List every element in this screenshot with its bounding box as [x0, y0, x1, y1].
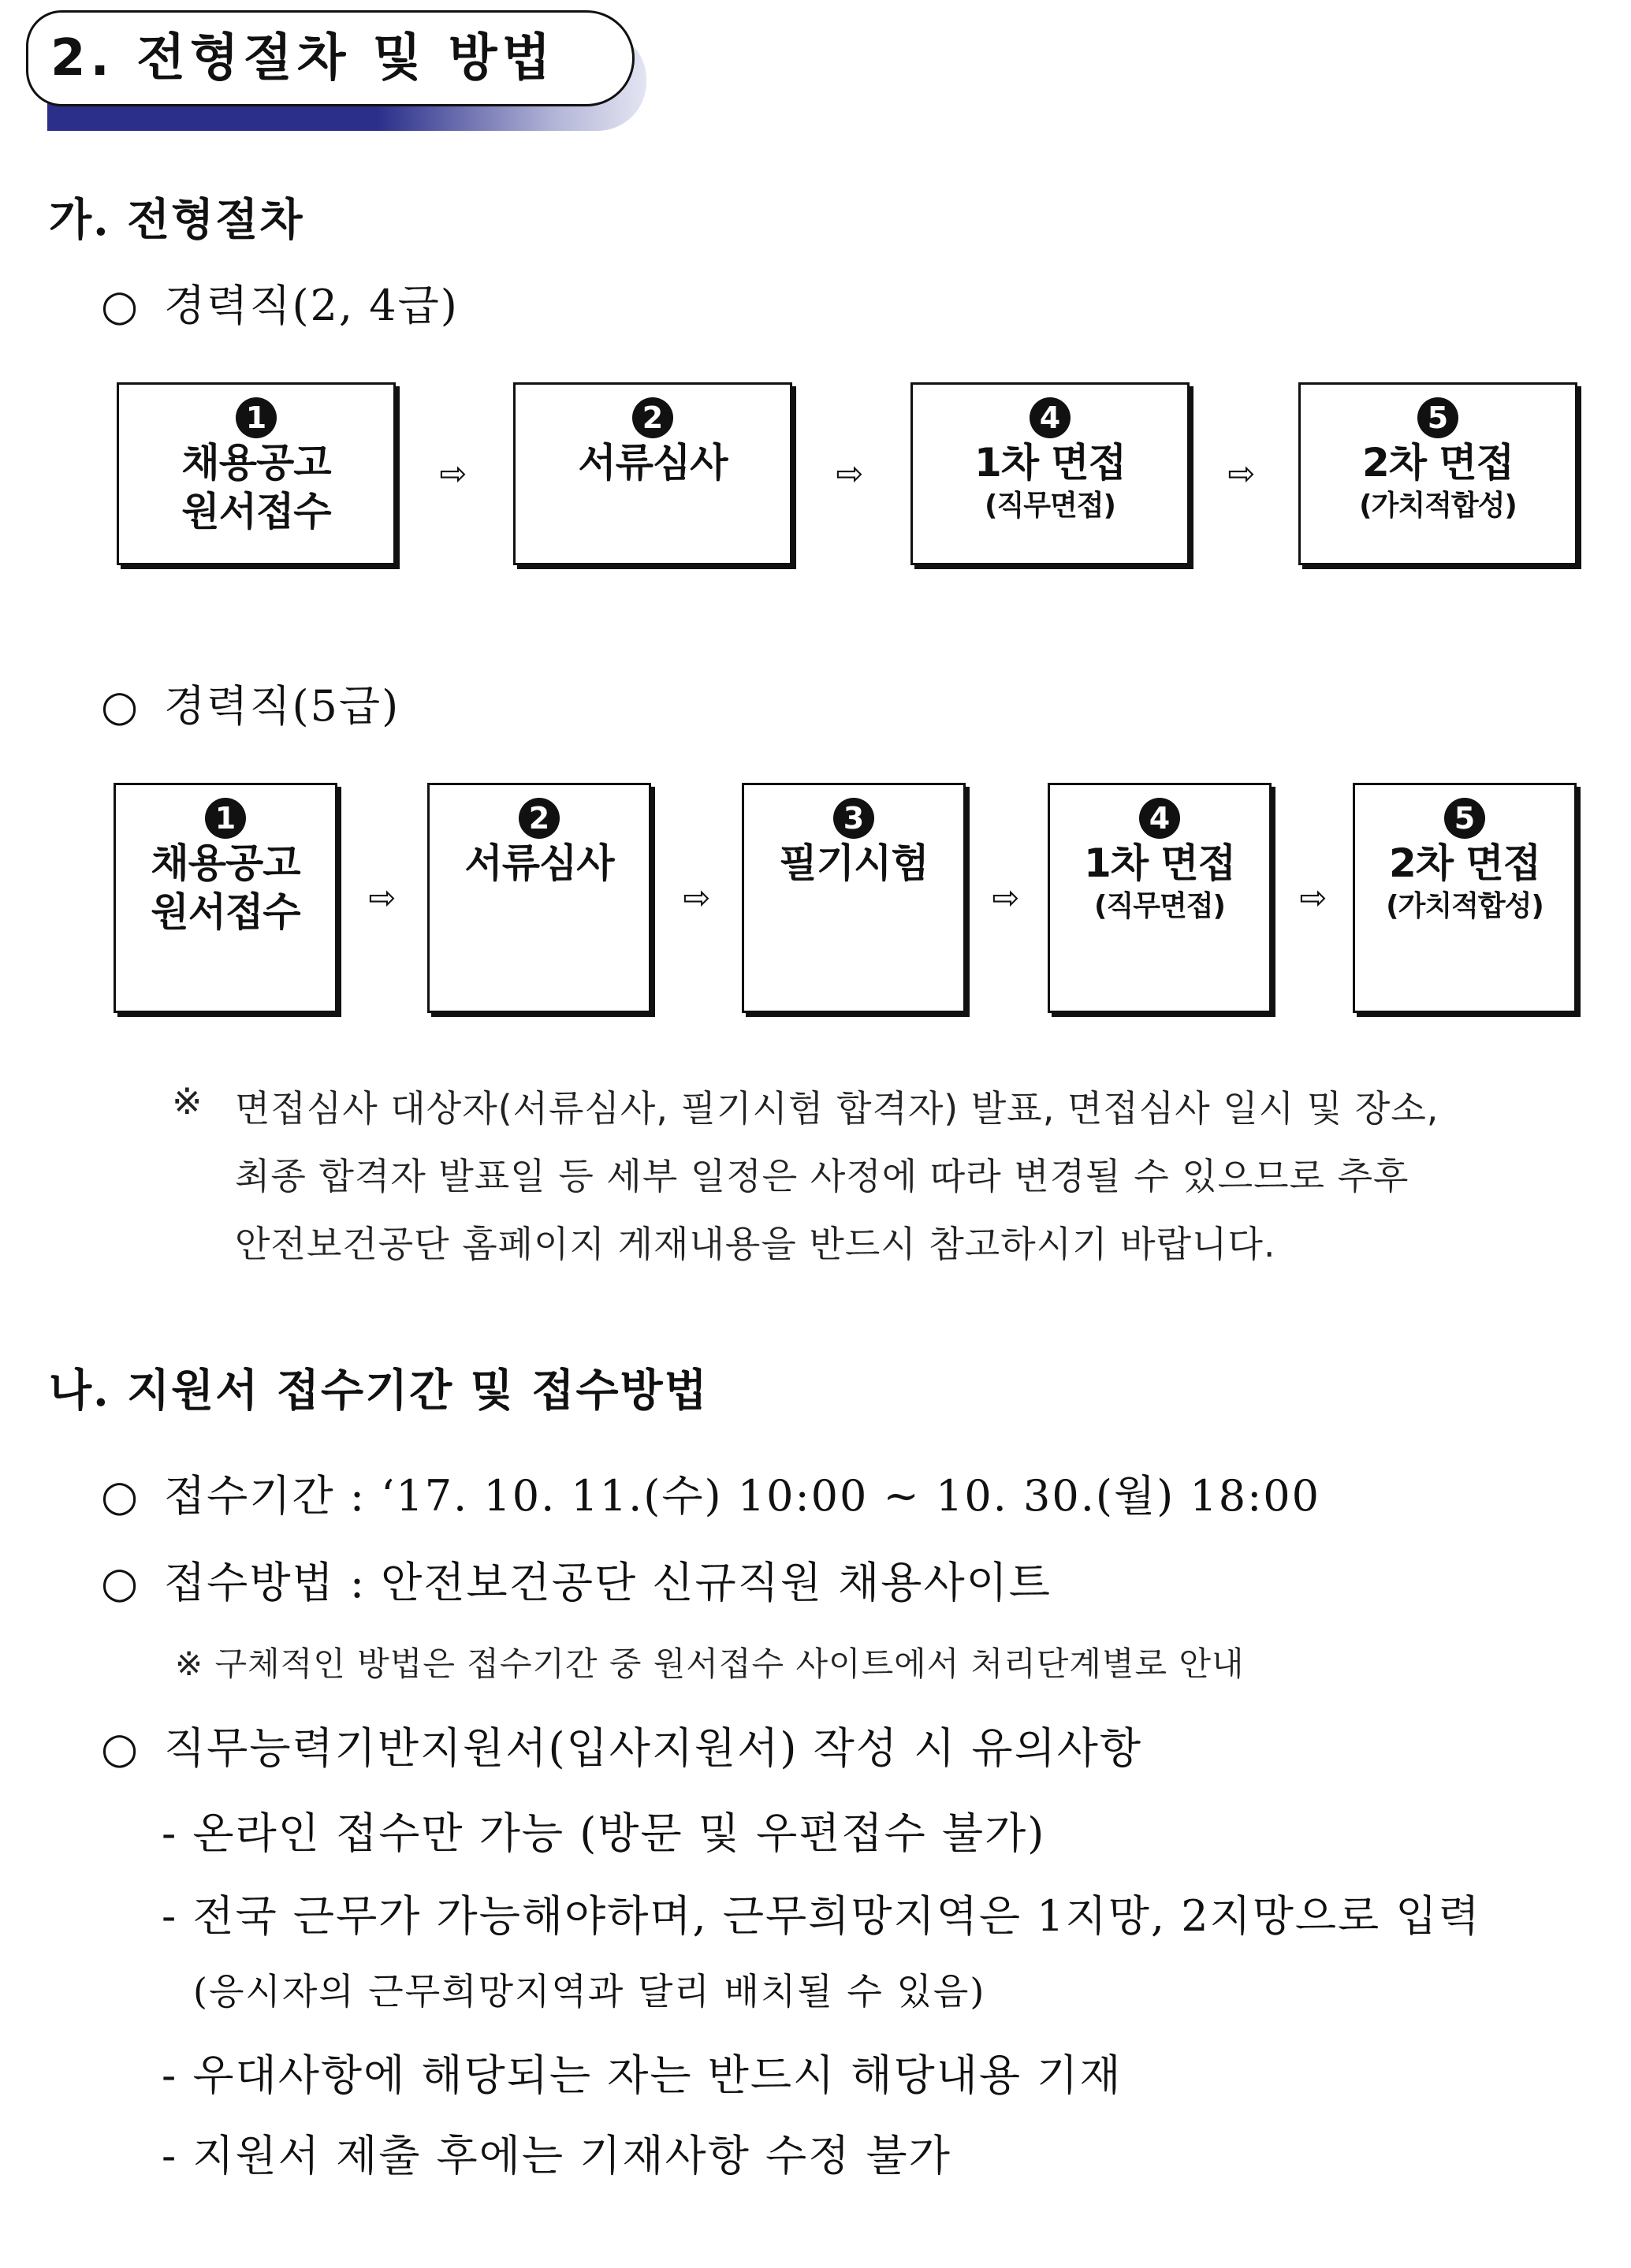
step-subtitle: 원서접수: [151, 889, 300, 935]
step-title: 서류심사: [464, 840, 614, 886]
step-title: 채용공고: [151, 840, 300, 886]
note-line-2: 최종 합격자 발표일 등 세부 일정은 사정에 따라 변경될 수 있으므로 추후: [235, 1155, 1409, 1197]
step-subtitle: (가치적합성): [1386, 890, 1543, 922]
flow2-label: [101, 672, 400, 733]
flow2-label-text: 경력직(5급): [164, 681, 400, 731]
flow-arrow-icon: ⇨: [439, 454, 467, 493]
bullet-mark: ○: [101, 1723, 140, 1773]
bullet-mark: ○: [101, 1471, 140, 1521]
flow-step-box: [1048, 783, 1272, 1013]
bullet-mark: ○: [101, 681, 140, 731]
step-subtitle: (직무면접): [984, 490, 1115, 522]
flow1-label-text: 경력직(2, 4급): [164, 281, 459, 330]
caution-item-2: - 전국 근무가 가능해야하며, 근무희망지역은 1지망, 2지망으로 입력: [162, 1891, 1481, 1941]
flow-step-box: [1298, 382, 1577, 565]
flow-arrow-icon: ⇨: [836, 454, 864, 493]
step-number-badge: 1: [236, 397, 277, 438]
flow-arrow-icon: ⇨: [1227, 454, 1256, 493]
step-number-badge: 2: [519, 798, 560, 839]
application-method: [101, 1549, 1052, 1610]
application-method-text: 접수방법 : 안전보건공단 신규직원 채용사이트: [164, 1558, 1052, 1607]
step-subtitle: 원서접수: [181, 489, 331, 534]
flow-step-box: [1353, 783, 1577, 1013]
part-a-title: 가. 전형절차: [49, 194, 304, 246]
step-title: 2차 면접: [1388, 840, 1541, 886]
step-title: 필기시험: [779, 840, 929, 886]
method-note: ※ 구체적인 방법은 접수기간 중 원서접수 사이트에서 처리단계별로 안내: [175, 1644, 1245, 1683]
step-title: 2차 면접: [1361, 440, 1514, 486]
flow-step-box: [427, 783, 651, 1013]
part-b-title: 나. 지원서 접수기간 및 접수방법: [49, 1365, 709, 1417]
flow-arrow-icon: ⇨: [1299, 878, 1328, 917]
bullet-mark: ○: [101, 281, 140, 330]
flow-step-box: [513, 382, 792, 565]
step-number-badge: 5: [1417, 397, 1458, 438]
note-line-3: 안전보건공단 홈페이지 게재내용을 반드시 참고하시기 바랍니다.: [235, 1223, 1276, 1265]
caution-item-4: - 지원서 제출 후에는 기재사항 수정 불가: [162, 2131, 951, 2180]
step-number-badge: 3: [833, 798, 874, 839]
flow-step-box: [117, 382, 396, 565]
step-title: 서류심사: [578, 440, 728, 486]
step-number-badge: 4: [1030, 397, 1071, 438]
caution-item-3: - 우대사항에 해당되는 자는 반드시 해당내용 기재: [162, 2050, 1123, 2100]
flow-arrow-icon: ⇨: [992, 878, 1020, 917]
step-subtitle: (가치적합성): [1359, 490, 1517, 522]
section-header-title: 2. 전형절차 및 방법: [50, 29, 556, 88]
step-number-badge: 2: [632, 397, 673, 438]
application-period-text: 접수기간 : ‘17. 10. 11.(수) 10:00 ~ 10. 30.(월) 18:00: [164, 1471, 1320, 1521]
step-number-badge: 5: [1444, 798, 1485, 839]
flow-step-box: [742, 783, 966, 1013]
caution-item-1: - 온라인 접수만 가능 (방문 및 우편접수 불가): [162, 1808, 1046, 1858]
step-title: 1차 면접: [1083, 840, 1236, 886]
caution-heading: [101, 1715, 1142, 1775]
flow1-label: [101, 272, 459, 333]
caution-item-2-sub: (응시자의 근무희망지역과 달리 배치될 수 있음): [193, 1970, 986, 2013]
flow-arrow-icon: ⇨: [683, 878, 711, 917]
application-period: [101, 1462, 1320, 1523]
bullet-mark: ○: [101, 1558, 140, 1607]
caution-heading-text: 직무능력기반지원서(입사지원서) 작성 시 유의사항: [164, 1723, 1143, 1773]
flow-step-box: [910, 382, 1190, 565]
step-title: 1차 면접: [974, 440, 1126, 486]
step-title: 채용공고: [181, 440, 331, 486]
flow-step-box: [114, 783, 337, 1013]
note-mark: ※: [172, 1080, 203, 1123]
step-subtitle: (직무면접): [1093, 890, 1225, 922]
note-line-1: 면접심사 대상자(서류심사, 필기시험 합격자) 발표, 면접심사 일시 및 장소,: [235, 1087, 1439, 1130]
step-number-badge: 1: [205, 798, 246, 839]
step-number-badge: 4: [1139, 798, 1180, 839]
flow-arrow-icon: ⇨: [368, 878, 397, 917]
